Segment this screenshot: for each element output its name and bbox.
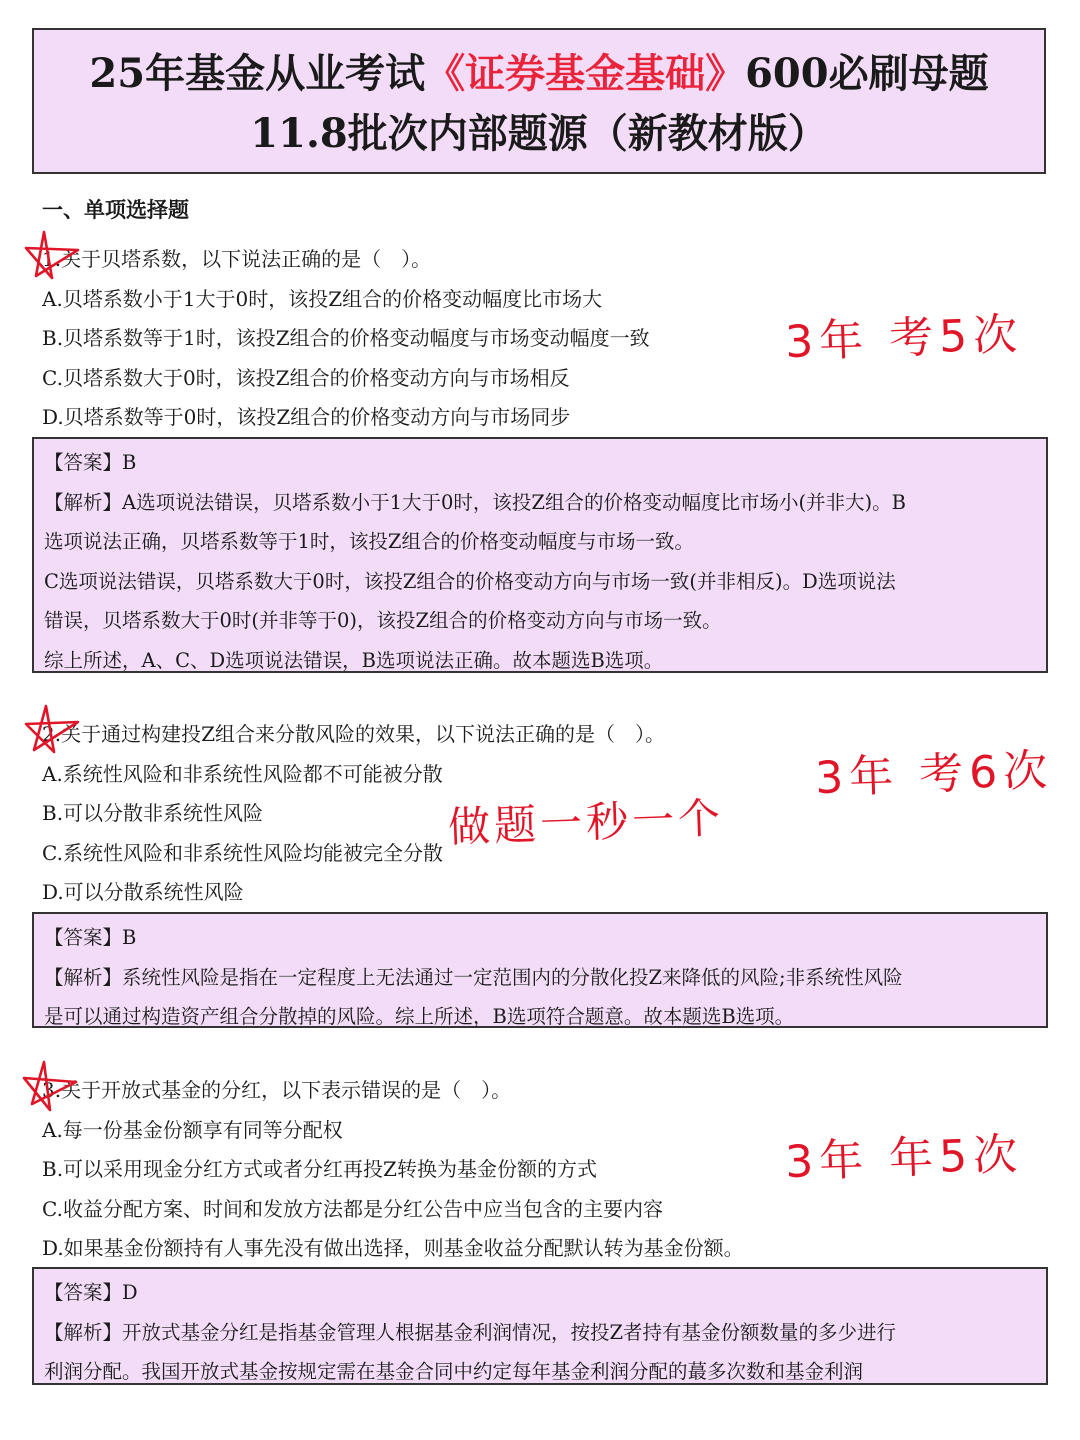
title-prefix: 25年基金从业考试 bbox=[89, 50, 426, 97]
explanation-line: C选项说法错误，贝塔系数大于0时，该投Z组合的价格变动方向与市场一致(并非相反)。D选项说法 bbox=[44, 569, 896, 593]
title-highlight: 《证券基金基础》 bbox=[425, 50, 746, 97]
question-stem: 2.关于通过构建投Z组合来分散风险的效果，以下说法正确的是（ ）。 bbox=[42, 722, 665, 746]
star-mark-icon bbox=[20, 1058, 80, 1114]
answer-label: 【答案】B bbox=[44, 451, 137, 474]
option-b: B.可以分散非系统性风险 bbox=[42, 801, 264, 825]
star-mark-icon bbox=[22, 702, 82, 758]
star-mark-icon bbox=[22, 228, 82, 284]
option-d: D.贝塔系数等于0时，该投Z组合的价格变动方向与市场同步 bbox=[42, 405, 571, 429]
title-suffix: 600必刷母题 bbox=[745, 50, 989, 97]
option-a: A.每一份基金份额享有同等分配权 bbox=[42, 1117, 343, 1142]
answer-label: 【答案】D bbox=[44, 1281, 138, 1304]
explanation-line: 选项说法正确，贝塔系数等于1时，该投Z组合的价格变动幅度与市场一致。 bbox=[44, 530, 694, 553]
explanation-line: 【解析】开放式基金分红是指基金管理人根据基金利润情况，按投Z者持有基金份额数量的多少进行 bbox=[44, 1320, 897, 1344]
handwritten-note-q2-extra: 做题一秒一个 bbox=[447, 793, 725, 852]
option-a: A.贝塔系数小于1大于0时，该投Z组合的价格变动幅度比市场大 bbox=[42, 286, 603, 311]
option-c: C.贝塔系数大于0时，该投Z组合的价格变动方向与市场相反 bbox=[42, 365, 570, 390]
option-b: B.可以采用现金分红方式或者分红再投Z转换为基金份额的方式 bbox=[42, 1157, 597, 1181]
option-c: C.收益分配方案、时间和发放方法都是分红公告中应当包含的主要内容 bbox=[42, 1196, 663, 1221]
title-line-2: 11.8批次内部题源（新教材版） bbox=[250, 110, 828, 157]
option-d: D.如果基金份额持有人事先没有做出选择，则基金收益分配默认转为基金份额。 bbox=[42, 1236, 744, 1260]
answer-box-2 bbox=[32, 912, 1048, 1028]
question-stem: 1.关于贝塔系数，以下说法正确的是（ ）。 bbox=[42, 247, 432, 271]
handwritten-note-q1: 3年 考5次 bbox=[784, 308, 1024, 369]
explanation-line: 【解析】A选项说法错误，贝塔系数小于1大于0时，该投Z组合的价格变动幅度比市场小(并非大)。B bbox=[44, 490, 906, 514]
answer-box-3 bbox=[32, 1267, 1048, 1385]
option-d: D.可以分散系统性风险 bbox=[42, 880, 244, 904]
explanation-line: 利润分配。我国开放式基金按规定需在基金合同中约定每年基金利润分配的蕞多次数和基金利润 bbox=[44, 1360, 864, 1383]
option-c: C.系统性风险和非系统性风险均能被完全分散 bbox=[42, 840, 443, 865]
answer-box-1 bbox=[32, 437, 1048, 673]
explanation-line: 错误，贝塔系数大于0时(并非等于0)，该投Z组合的价格变动方向与市场一致。 bbox=[44, 609, 722, 632]
answer-label: 【答案】B bbox=[44, 926, 137, 949]
question-stem: 3.关于开放式基金的分红，以下表示错误的是（ ）。 bbox=[42, 1078, 512, 1102]
handwritten-note-q2: 3年 考6次 bbox=[814, 744, 1054, 805]
explanation-line: 【解析】系统性风险是指在一定程度上无法通过一定范围内的分散化投Z来降低的风险;非系统性风险 bbox=[44, 965, 903, 989]
option-a: A.系统性风险和非系统性风险都不可能被分散 bbox=[42, 761, 443, 786]
option-b: B.贝塔系数等于1时，该投Z组合的价格变动幅度与市场变动幅度一致 bbox=[42, 326, 650, 350]
title-line-1 bbox=[34, 44, 1044, 104]
title-banner bbox=[32, 28, 1046, 174]
explanation-line: 是可以通过构造资产组合分散掉的风险。综上所述，B选项符合题意。故本题选B选项。 bbox=[44, 1005, 795, 1028]
explanation-line: 综上所述，A、C、D选项说法错误，B选项说法正确。故本题选B选项。 bbox=[44, 648, 664, 672]
section-heading: 一、单项选择题 bbox=[42, 197, 189, 222]
handwritten-note-q3: 3年 年5次 bbox=[784, 1128, 1024, 1189]
